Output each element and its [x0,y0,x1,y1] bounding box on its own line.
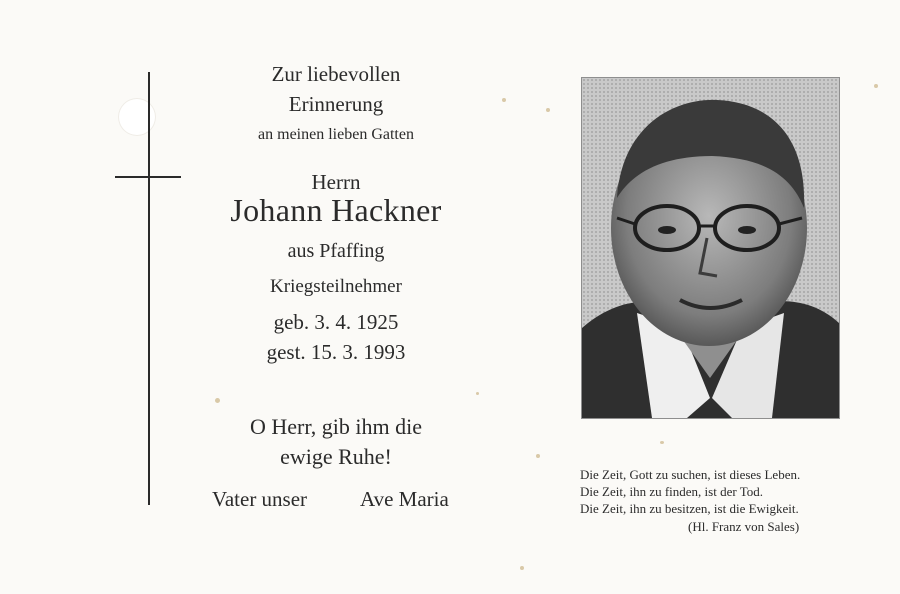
portrait-illustration [582,78,839,418]
speck [520,566,524,570]
quote-line-2: Die Zeit, ihn zu finden, ist der Tod. [580,484,763,499]
punched-hole [118,98,156,136]
birth-date: geb. 3. 4. 1925 [273,310,399,334]
quote-line-3: Die Zeit, ihn zu besitzen, ist die Ewigkeit. [580,501,799,516]
speck [660,441,664,444]
heading-line-2: Erinnerung [288,92,384,116]
speck [215,398,220,403]
speck [874,84,878,88]
cross-vertical-bar [148,72,150,505]
salutation: Herrn [311,170,361,194]
dedication: an meinen lieben Gatten [258,126,414,143]
speck [536,454,540,458]
prayer-vater-unser: Vater unser [212,487,308,511]
prayer-line-1: O Herr, gib ihm die [249,414,423,439]
speck [546,108,550,112]
prayer-line-2: ewige Ruhe! [280,444,392,469]
heading-line-1: Zur liebevollen [271,62,401,86]
portrait-photo [581,77,840,419]
death-date: gest. 15. 3. 1993 [266,340,406,364]
deceased-name: Johann Hackner [230,192,442,228]
origin: aus Pfaffing [287,240,385,262]
cross-horizontal-bar [115,176,181,178]
quote-attribution: (Hl. Franz von Sales) [688,519,800,534]
prayer-ave-maria: Ave Maria [360,487,449,511]
role: Kriegsteilnehmer [270,276,402,297]
speck [476,392,479,395]
quote-line-1: Die Zeit, Gott zu suchen, ist dieses Leben. [580,467,801,482]
speck [502,98,506,102]
